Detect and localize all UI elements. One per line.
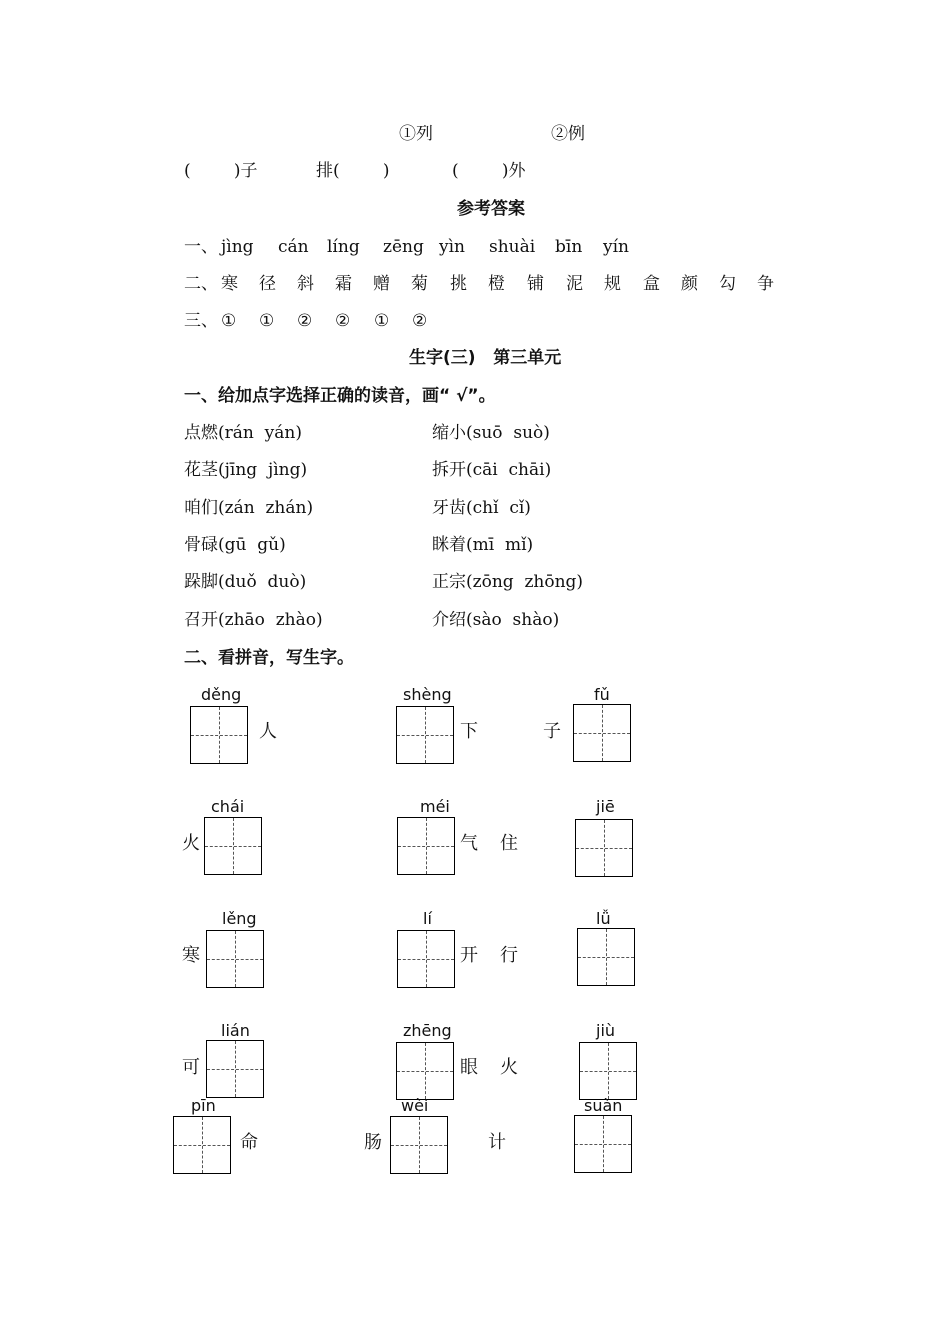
answer-char: 颜 (681, 274, 698, 294)
word-char: 开 (460, 945, 478, 966)
word-char: 行 (500, 945, 518, 966)
writing-box[interactable] (575, 819, 633, 877)
answer-char: 霜 (335, 274, 352, 294)
answer-line-1-label: 一、 (184, 237, 218, 257)
word-option: 跺脚(duǒ duò) (184, 572, 307, 592)
question-2-heading: 二、看拼音，写生字。 (184, 648, 354, 668)
answer-mark: ② (335, 311, 351, 331)
answer-mark: ② (297, 311, 313, 331)
fill-blank-2: 排( ) (316, 161, 390, 181)
answer-item: jìng (221, 237, 254, 257)
word-option: 介绍(sào shào) (432, 610, 560, 630)
word-char: 下 (460, 721, 478, 742)
pinyin-label: lián (221, 1021, 250, 1040)
answer-char: 赠 (373, 274, 390, 294)
word-option: 眯着(mī mǐ) (432, 535, 534, 555)
answer-char: 泥 (566, 274, 583, 294)
pinyin-label: lěng (222, 909, 257, 928)
writing-box[interactable] (577, 928, 635, 986)
pinyin-label: lǚ (596, 909, 611, 928)
pinyin-label: zhēng (403, 1021, 452, 1040)
word-option: 召开(zhāo zhào) (184, 610, 323, 630)
pinyin-label: wèi (401, 1096, 429, 1115)
answer-mark: ② (412, 311, 428, 331)
pinyin-label: fǔ (594, 685, 610, 704)
writing-box[interactable] (397, 930, 455, 988)
writing-box[interactable] (206, 930, 264, 988)
answer-char: 铺 (527, 274, 544, 294)
writing-box[interactable] (396, 1042, 454, 1100)
answer-char: 斜 (297, 274, 314, 294)
writing-box[interactable] (390, 1116, 448, 1174)
answer-mark: ① (221, 311, 237, 331)
word-char: 气 (460, 833, 478, 854)
answer-item: zēng (383, 237, 424, 257)
answer-char: 挑 (450, 274, 467, 294)
answer-item: shuài (489, 237, 536, 257)
answer-mark: ① (374, 311, 390, 331)
answer-char: 菊 (411, 274, 428, 294)
word-option: 缩小(suō suò) (432, 423, 550, 443)
word-char: 人 (259, 721, 277, 742)
answer-item: cán (278, 237, 309, 257)
pinyin-label: pīn (191, 1096, 216, 1115)
word-char: 计 (488, 1132, 506, 1153)
answer-line-2-label: 二、 (184, 274, 218, 294)
word-char: 寒 (182, 945, 200, 966)
option-1: ①列 (399, 124, 433, 144)
unit-title: 生字(三) 第三单元 (409, 348, 562, 368)
word-option: 正宗(zōng zhōng) (432, 572, 584, 592)
option-2: ②例 (551, 124, 585, 144)
answer-mark: ① (259, 311, 275, 331)
pinyin-label: jiē (596, 797, 615, 816)
pinyin-label: shèng (403, 685, 452, 704)
pinyin-label: méi (420, 797, 450, 816)
answer-char: 径 (259, 274, 276, 294)
word-option: 骨碌(gū gǔ) (184, 535, 286, 555)
pinyin-label: chái (211, 797, 245, 816)
writing-box[interactable] (206, 1040, 264, 1098)
word-char: 肠 (364, 1132, 382, 1153)
writing-box[interactable] (397, 817, 455, 875)
pinyin-label: děng (201, 685, 242, 704)
answer-item: yín (603, 237, 629, 257)
pinyin-label: jiù (596, 1021, 616, 1040)
word-option: 拆开(cāi chāi) (432, 460, 552, 480)
word-option: 花茎(jīng jìng) (184, 460, 308, 480)
answer-char: 盒 (643, 274, 660, 294)
fill-blank-1: ( )子 (184, 161, 258, 181)
answer-char: 橙 (488, 274, 505, 294)
answer-char: 勾 (719, 274, 736, 294)
word-option: 点燃(rán yán) (184, 423, 302, 443)
word-option: 牙齿(chǐ cǐ) (432, 498, 531, 518)
word-char: 火 (500, 1057, 518, 1078)
answers-title: 参考答案 (457, 199, 525, 219)
answer-line-3-label: 三、 (184, 311, 218, 331)
question-1-heading: 一、给加点字选择正确的读音，画“ √”。 (184, 386, 496, 406)
pinyin-label: suàn (584, 1096, 623, 1115)
pinyin-label: lí (423, 909, 432, 928)
word-char: 子 (543, 721, 561, 742)
answer-char: 争 (757, 274, 774, 294)
answer-char: 寒 (221, 274, 238, 294)
writing-box[interactable] (573, 704, 631, 762)
word-char: 命 (240, 1132, 258, 1153)
answer-item: bīn (555, 237, 583, 257)
writing-box[interactable] (173, 1116, 231, 1174)
answer-char: 规 (604, 274, 621, 294)
word-char: 火 (182, 833, 200, 854)
writing-box[interactable] (190, 706, 248, 764)
answer-item: líng (327, 237, 360, 257)
answer-item: yìn (439, 237, 465, 257)
writing-box[interactable] (204, 817, 262, 875)
word-option: 咱们(zán zhán) (184, 498, 314, 518)
writing-box[interactable] (579, 1042, 637, 1100)
writing-box[interactable] (574, 1115, 632, 1173)
word-char: 可 (182, 1057, 200, 1078)
word-char: 眼 (460, 1057, 478, 1078)
word-char: 住 (500, 833, 518, 854)
writing-box[interactable] (396, 706, 454, 764)
fill-blank-3: ( )外 (452, 161, 526, 181)
